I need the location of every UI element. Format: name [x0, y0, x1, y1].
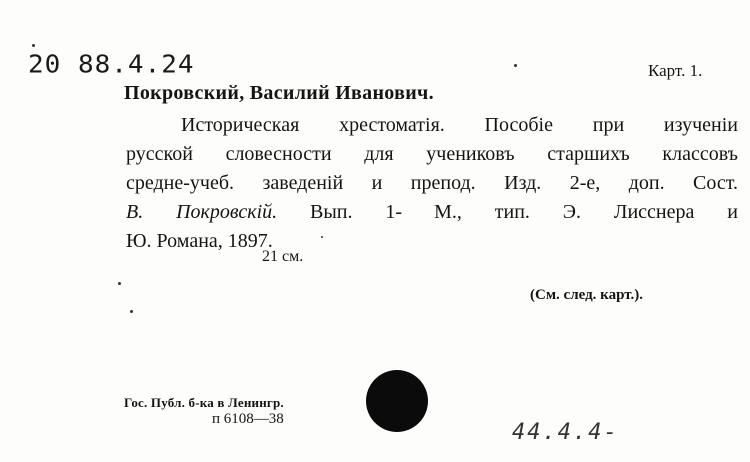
ink-speck	[514, 64, 517, 67]
order-number: п 6108—38	[212, 411, 284, 427]
library-imprint: Гос. Публ. б-ка в Ленингр.	[124, 395, 284, 410]
call-number: 20 88.4.24	[28, 50, 195, 80]
physical-size: 21 см.	[262, 248, 304, 265]
see-next-card-note: (См. след. карт.).	[530, 287, 643, 303]
compiler-name: В. Покровскій.	[126, 201, 278, 223]
ink-speck	[321, 236, 323, 238]
description-line-4	[126, 198, 738, 227]
ink-speck	[130, 310, 133, 313]
description-line-2: русской словесности для учениковъ старшихъ классовъ	[126, 143, 738, 165]
description-line-5: Ю. Романа, 1897.	[126, 230, 273, 252]
card-number: Карт. 1.	[648, 61, 703, 80]
bibliographic-description	[126, 111, 738, 256]
ink-speck	[32, 44, 35, 47]
ink-speck	[118, 282, 121, 285]
handwritten-mark: 44.4.4-	[512, 420, 619, 445]
description-line-3: средне-учеб. заведеній и препод. Изд. 2-е, доп. Сост.	[126, 172, 738, 194]
punch-hole	[366, 370, 428, 432]
description-line-1: Историческая хрестоматія. Пособіе при изученіи	[181, 114, 738, 136]
imprint: М., тип. Э. Лисснера и	[434, 201, 738, 223]
issue-number: Вып. 1-	[310, 201, 403, 223]
author-heading: Покровский, Василий Иванович.	[124, 82, 434, 104]
